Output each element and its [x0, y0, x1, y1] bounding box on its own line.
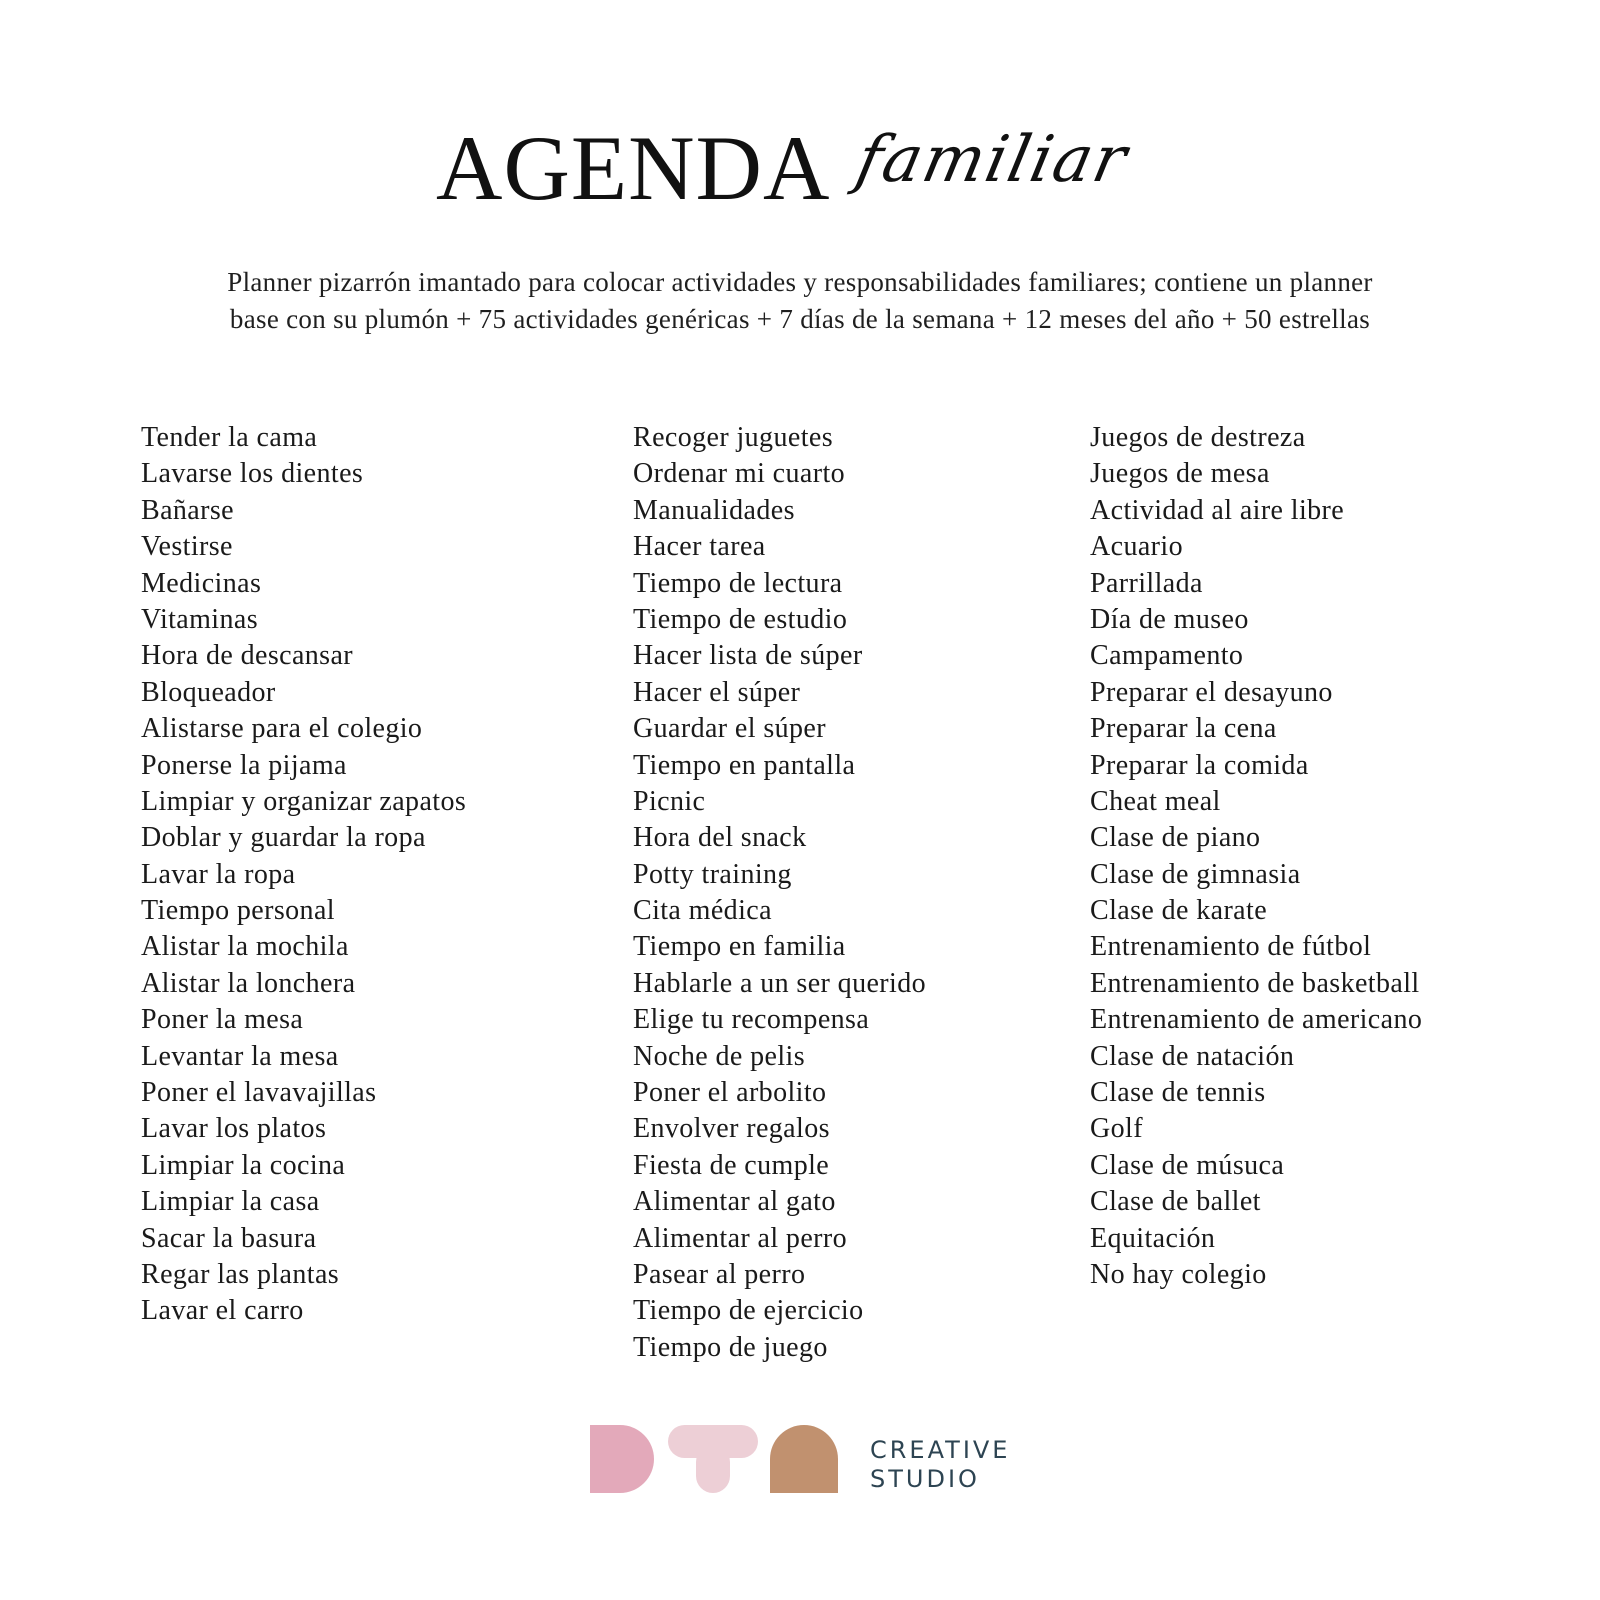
activity-item: Clase de ballet: [1090, 1186, 1261, 1218]
activity-item: Lavar el carro: [141, 1295, 304, 1327]
activity-item: Alimentar al gato: [633, 1186, 836, 1218]
activity-item: Hora del snack: [633, 822, 807, 854]
activity-item: Clase de tennis: [1090, 1077, 1266, 1109]
activity-item: Tiempo en familia: [633, 931, 846, 963]
activity-item: Bloqueador: [141, 676, 276, 708]
activity-item: Clase de gimnasia: [1090, 858, 1301, 890]
activity-item: Juegos de mesa: [1090, 458, 1270, 490]
activity-item: Juegos de destreza: [1090, 422, 1306, 453]
activity-item: Preparar el desayuno: [1090, 676, 1333, 708]
activity-item: Pasear al perro: [633, 1258, 806, 1290]
activity-item: Tiempo personal: [141, 895, 335, 927]
activity-item: Tiempo de juego: [633, 1331, 828, 1363]
activity-item: Entrenamiento de basketball: [1090, 967, 1420, 999]
activity-item: Preparar la cena: [1090, 713, 1277, 745]
studio-logo: [590, 1425, 1050, 1500]
activity-item: Hablarle a un ser querido: [633, 967, 926, 999]
activity-item: Hacer lista de súper: [633, 640, 863, 672]
activity-item: Campamento: [1090, 640, 1244, 672]
logo-letter-d: [590, 1425, 654, 1493]
activity-item: Clase de karate: [1090, 895, 1268, 927]
activity-item: Alistarse para el colegio: [141, 713, 423, 745]
activity-item: Ordenar mi cuarto: [633, 458, 846, 490]
activity-item: Poner la mesa: [141, 1004, 304, 1036]
logo-text-creative: CREATIVE: [870, 1436, 1011, 1464]
activity-item: Tiempo de estudio: [633, 603, 848, 635]
activity-item: Hacer el súper: [633, 676, 801, 708]
activity-item: Alistar la mochila: [141, 931, 349, 963]
activity-item: Levantar la mesa: [141, 1040, 339, 1072]
activity-item: Clase de piano: [1090, 822, 1261, 854]
activity-item: Parrillada: [1090, 567, 1203, 599]
activity-item: Bañarse: [141, 494, 234, 526]
description-line-2: base con su plumón + 75 actividades genéricas + 7 días de la semana + 12 meses del año + 50 estrellas: [229, 304, 1371, 334]
activity-column-3: [1090, 420, 1422, 1293]
activity-column-2: [633, 420, 926, 1366]
activity-item: Cheat meal: [1090, 785, 1221, 817]
activity-item: Limpiar y organizar zapatos: [141, 785, 467, 817]
activity-item: Entrenamiento de americano: [1090, 1004, 1423, 1036]
title-script: familiar: [850, 123, 1135, 197]
activity-column-1: [141, 420, 466, 1330]
activity-item: Tiempo de lectura: [633, 567, 843, 599]
activity-item: Vitaminas: [141, 603, 259, 635]
activity-item: Regar las plantas: [141, 1258, 340, 1290]
activity-item: Alimentar al perro: [633, 1222, 848, 1254]
activity-item: Día de museo: [1090, 603, 1249, 635]
product-description: [100, 264, 1500, 338]
activity-item: Limpiar la cocina: [141, 1149, 346, 1181]
dta-logo-mark: [590, 1425, 850, 1500]
activity-item: Envolver regalos: [633, 1113, 830, 1145]
activity-item: Lavar la ropa: [141, 858, 296, 890]
activity-item: Cita médica: [633, 895, 772, 927]
title-main: AGENDA: [436, 117, 831, 219]
logo-wordmark: [870, 1436, 1010, 1494]
activity-item: Poner el arbolito: [633, 1077, 827, 1109]
activity-item: Hacer tarea: [633, 531, 766, 563]
activity-item: Hora de descansar: [141, 640, 354, 672]
activity-item: Preparar la comida: [1090, 749, 1309, 781]
description-line-1: Planner pizarrón imantado para colocar actividades y responsabilidades familiares; contiene un planner: [227, 267, 1373, 297]
activity-item: No hay colegio: [1090, 1258, 1267, 1290]
activity-item: Entrenamiento de fútbol: [1090, 931, 1372, 963]
activity-item: Guardar el súper: [633, 713, 826, 745]
activity-item: Potty training: [633, 858, 792, 890]
activity-item: Doblar y guardar la ropa: [141, 822, 426, 854]
activity-item: Actividad al aire libre: [1090, 494, 1345, 526]
activity-item: Clase de natación: [1090, 1040, 1295, 1072]
activity-item: Fiesta de cumple: [633, 1149, 830, 1181]
logo-text-studio: STUDIO: [870, 1465, 980, 1493]
activity-item: Elige tu recompensa: [633, 1004, 870, 1036]
activity-item: Sacar la basura: [141, 1222, 317, 1254]
page-title: [0, 118, 1600, 248]
activity-item: Acuario: [1090, 531, 1183, 563]
activity-item: Recoger juguetes: [633, 422, 833, 453]
activity-item: Clase de músuca: [1090, 1149, 1285, 1181]
activity-item: Equitación: [1090, 1222, 1216, 1254]
activity-item: Poner el lavavajillas: [141, 1077, 377, 1109]
activity-item: Vestirse: [141, 531, 233, 563]
activity-item: Tiempo en pantalla: [633, 749, 856, 781]
activity-item: Limpiar la casa: [141, 1186, 320, 1218]
logo-letter-a: [770, 1425, 838, 1493]
activity-item: Golf: [1090, 1113, 1143, 1145]
activity-item: Noche de pelis: [633, 1040, 805, 1072]
activity-item: Manualidades: [633, 494, 795, 526]
activity-item: Lavar los platos: [141, 1113, 327, 1145]
activity-item: Medicinas: [141, 567, 262, 599]
activity-item: Lavarse los dientes: [141, 458, 364, 490]
logo-letter-t: [668, 1425, 758, 1493]
activity-item: Tiempo de ejercicio: [633, 1295, 864, 1327]
activity-item: Alistar la lonchera: [141, 967, 356, 999]
activity-item: Picnic: [633, 785, 706, 817]
activity-item: Ponerse la pijama: [141, 749, 347, 781]
activity-item: Tender la cama: [141, 422, 318, 453]
